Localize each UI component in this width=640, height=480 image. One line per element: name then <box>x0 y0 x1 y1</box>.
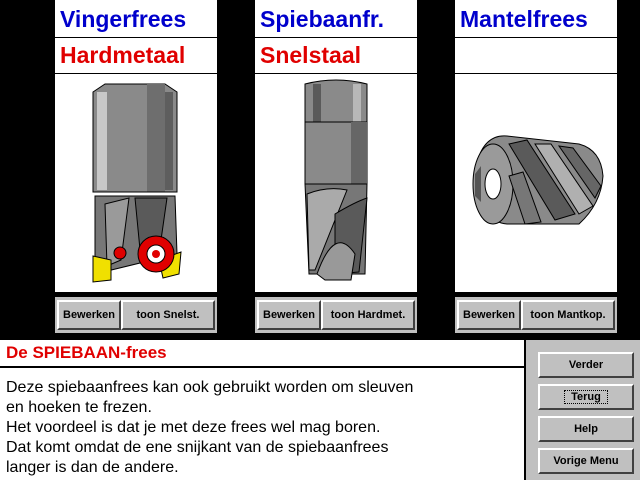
tool-card-vingerfrees <box>55 0 217 292</box>
help-label: Help <box>574 423 598 435</box>
card-title: Spiebaanfr. <box>255 0 417 38</box>
card-subtitle: Snelstaal <box>255 38 417 74</box>
show-alternative-button[interactable]: toon Snelst. <box>121 300 215 330</box>
show-alternative-button[interactable]: toon Mantkop. <box>521 300 615 330</box>
description-line: langer is dan de andere. <box>6 459 179 476</box>
edit-button[interactable]: Bewerken <box>457 300 521 330</box>
show-alternative-button[interactable]: toon Hardmet. <box>321 300 415 330</box>
next-button[interactable] <box>538 352 634 378</box>
tool-card-spiebaanfrees <box>255 0 417 292</box>
edit-button[interactable]: Bewerken <box>57 300 121 330</box>
card-title: Mantelfrees <box>455 0 617 38</box>
navigation-panel <box>524 340 640 480</box>
card-subtitle <box>455 38 617 74</box>
card-button-bar <box>455 297 617 333</box>
description-panel <box>0 340 524 480</box>
previous-menu-button[interactable] <box>538 448 634 474</box>
back-label: Terug <box>565 391 607 403</box>
shell-mill-image <box>455 74 617 292</box>
card-title: Vingerfrees <box>55 0 217 38</box>
tool-card-mantelfrees <box>455 0 617 292</box>
back-button[interactable] <box>538 384 634 410</box>
card-button-bar <box>255 297 417 333</box>
description-title: De SPIEBAAN-frees <box>0 340 524 368</box>
end-mill-carbide-image <box>55 74 217 292</box>
description-text <box>6 378 520 478</box>
description-line: Deze spiebaanfrees kan ook gebruikt worden om sleuven <box>6 379 414 396</box>
description-line: Het voordeel is dat je met deze frees wel mag boren. <box>6 419 381 436</box>
card-subtitle: Hardmetaal <box>55 38 217 74</box>
previous-menu-label: Vorige Menu <box>553 455 619 467</box>
description-line: en hoeken te frezen. <box>6 399 152 416</box>
slot-drill-hss-image <box>255 74 417 292</box>
card-button-bar <box>55 297 217 333</box>
edit-button[interactable]: Bewerken <box>257 300 321 330</box>
next-label: Verder <box>568 359 604 371</box>
help-button[interactable] <box>538 416 634 442</box>
description-line: Dat komt omdat de ene snijkant van de spiebaanfrees <box>6 439 389 456</box>
